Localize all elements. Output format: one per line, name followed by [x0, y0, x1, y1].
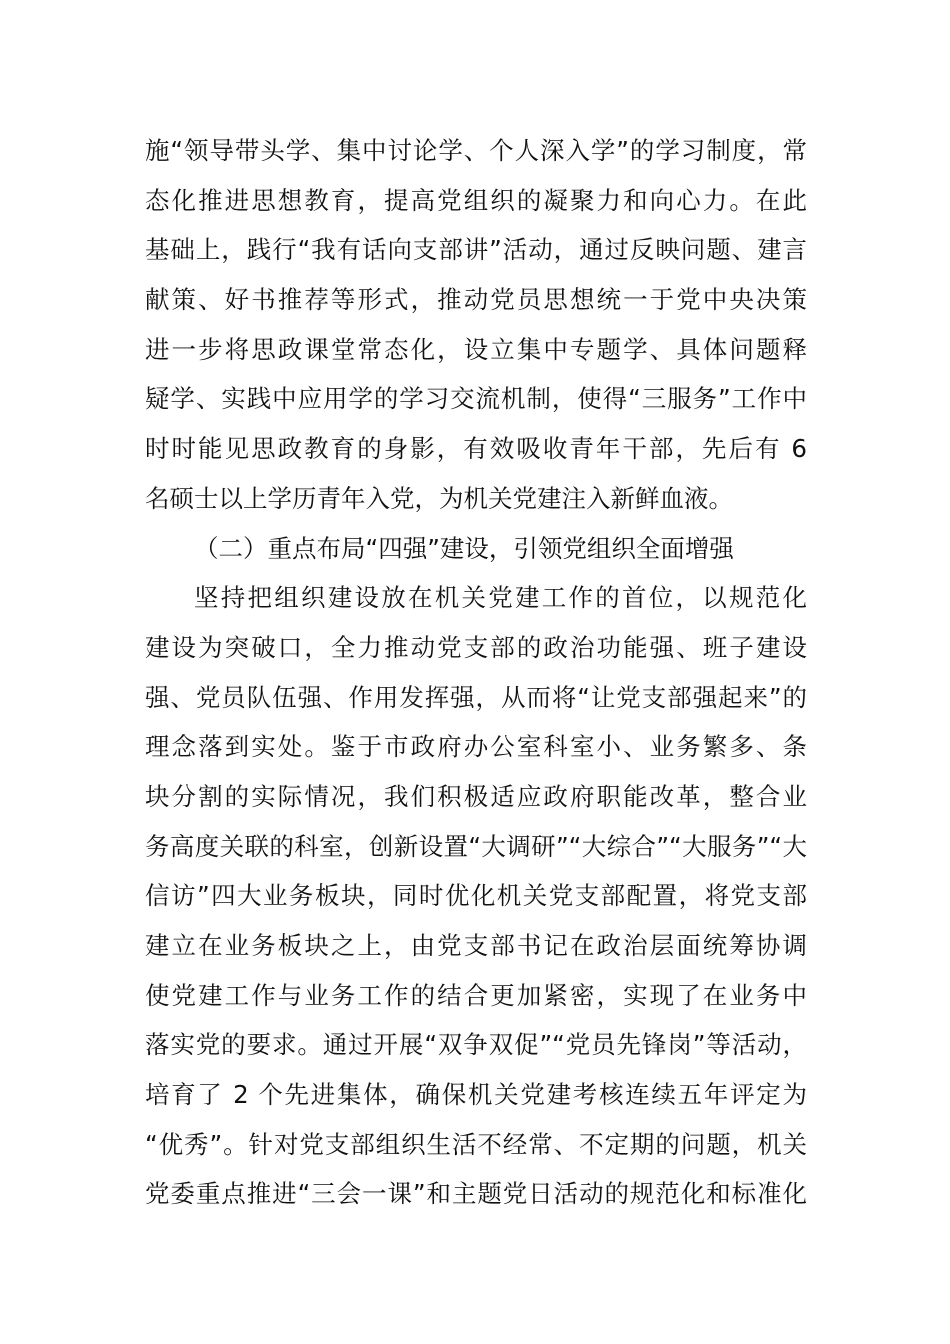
paragraph-line: 培育了 2 个先进集体，确保机关党建考核连续五年评定为: [145, 1080, 807, 1110]
paragraph-line: 进一步将思政课堂常态化，设立集中专题学、具体问题释: [145, 334, 807, 364]
paragraph-line: 坚持把组织建设放在机关党建工作的首位，以规范化: [194, 583, 807, 613]
paragraph-line: 基础上，践行“我有话向支部讲”活动，通过反映问题、建言: [145, 235, 807, 265]
paragraph-line: 施“领导带头学、集中讨论学、个人深入学”的学习制度，常: [145, 136, 807, 165]
paragraph-line: 落实党的要求。通过开展“双争双促”“党员先锋岗”等活动，: [145, 1030, 807, 1060]
paragraph-line: 建立在业务板块之上，由党支部书记在政治层面统筹协调: [145, 931, 807, 960]
paragraph-line: 理念落到实处。鉴于市政府办公室科室小、业务繁多、条: [145, 732, 807, 762]
paragraph-line: 名硕士以上学历青年入党，为机关党建注入新鲜血液。: [145, 483, 733, 513]
document-body: [145, 126, 807, 1219]
paragraph-line: 强、党员队伍强、作用发挥强，从而将“让党支部强起来”的: [145, 682, 807, 712]
paragraph-line: 使党建工作与业务工作的结合更加紧密，实现了在业务中: [145, 980, 807, 1010]
paragraph-line: 块分割的实际情况，我们积极适应政府职能改革，整合业: [145, 781, 807, 811]
paragraph-line: 信访”四大业务板块，同时优化机关党支部配置，将党支部: [145, 881, 807, 911]
paragraph-line: 态化推进思想教育，提高党组织的凝聚力和向心力。在此: [145, 185, 807, 215]
section-heading: （二）重点布局“四强”建设，引领党组织全面增强: [194, 533, 734, 563]
paragraph-line: 党委重点推进“三会一课”和主题党日活动的规范化和标准化: [145, 1179, 807, 1209]
paragraph-line: 务高度关联的科室，创新设置“大调研”“大综合”“大服务”“大: [145, 831, 807, 861]
paragraph-line: 建设为突破口，全力推动党支部的政治功能强、班子建设: [145, 632, 807, 662]
paragraph-line: 时时能见思政教育的身影，有效吸收青年干部，先后有 6: [145, 434, 807, 464]
paragraph-line: 疑学、实践中应用学的学习交流机制，使得“三服务”工作中: [145, 384, 807, 414]
paragraph-line: “优秀”。针对党支部组织生活不经常、不定期的问题，机关: [145, 1129, 807, 1159]
paragraph-line: 献策、好书推荐等形式，推动党员思想统一于党中央决策: [145, 285, 807, 315]
